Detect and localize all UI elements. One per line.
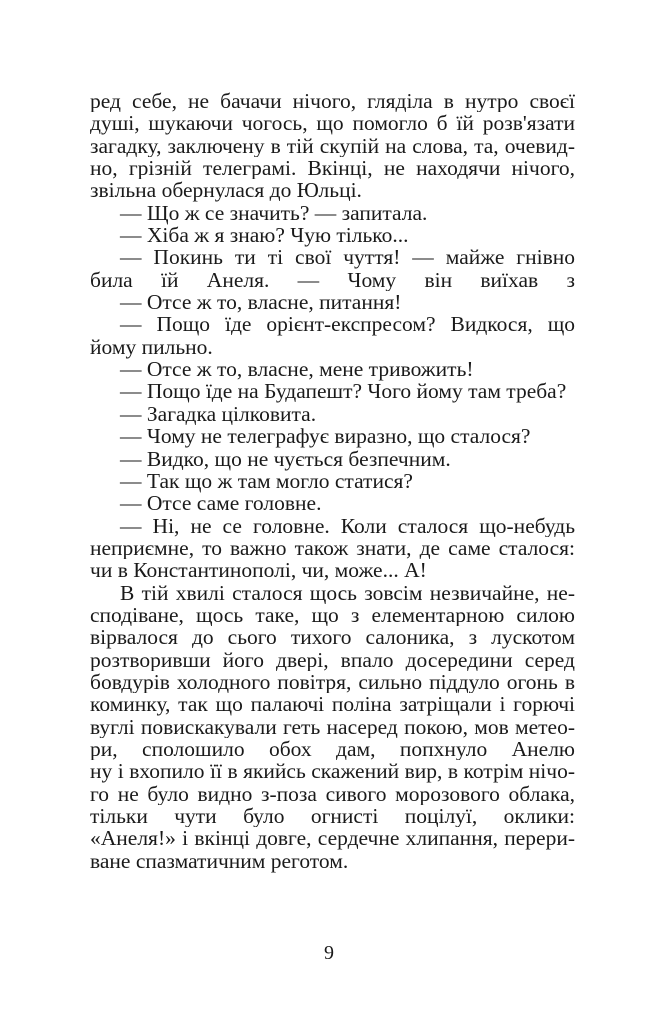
text-line: — Ні, не се головне. Коли сталося що-небудь	[120, 514, 575, 537]
text-line: чи в Константинополі, чи, може... А!	[90, 558, 427, 583]
text-line: бовдурів холодного повітря, сильно піддуло огонь в	[90, 670, 575, 694]
text-line: вірвалося до сього тихого салоника, з лускотом	[90, 626, 575, 649]
text-line: вуглі повискакували геть насеред покою, мов метео-	[90, 715, 575, 738]
text-line: била їй Анеля. — Чому він виїхав з	[90, 268, 575, 292]
text-line: — Пощо їде орієнт-експресом? Видкося, що	[120, 313, 575, 336]
text-line: ри, сполошило обох дам, попхнуло Анелю	[90, 737, 575, 761]
text-line: йому пильно.	[90, 334, 213, 359]
page-number: 9	[324, 942, 334, 964]
text-line: — Покинь ти ті свої чуття! — майже гнівно	[120, 246, 575, 269]
text-line: загадку, заключену в тій скупій на слова, та, очевид-	[90, 134, 575, 158]
text-line: — Пощо їде на Будапешт? Чого йому там треба?	[120, 379, 567, 404]
text-line: звільна обернулася до Юльці.	[90, 178, 362, 203]
text-line: го не було видно з-поза сивого морозового облака,	[90, 782, 575, 805]
page-body-text	[90, 90, 575, 872]
text-line: ване спазматичним реготом.	[90, 848, 349, 873]
text-line: сподіване, щось таке, що з елементарною силою	[90, 603, 575, 627]
text-line: душі, шукаючи чогось, що помогло б їй розв'язати	[90, 112, 575, 135]
text-line: — Чому не телеграфує виразно, що сталося?	[120, 424, 531, 449]
text-line: ред себе, не бачачи нічого, гляділа в нутро своєї	[90, 90, 575, 113]
text-line: розтворивши його двері, впало досередини серед	[90, 648, 575, 671]
text-line: — Що ж се значить? — запитала.	[120, 200, 428, 225]
text-line: коминку, так що палаючі поліна затріщали і горючі	[90, 693, 575, 716]
text-line: но, грізній телеграмі. Вкінці, не находячи нічого,	[90, 157, 575, 180]
text-line: — Видко, що не чується безпечним.	[120, 446, 451, 471]
text-line: «Анеля!» і вкінці довге, сердечне хлипання, перери-	[90, 827, 575, 850]
text-line: — Отсе ж то, власне, мене тривожить!	[120, 357, 474, 382]
text-line: — Так що ж там могло статися?	[120, 468, 413, 493]
text-line: — Загадка цілковита.	[120, 401, 317, 426]
text-line: — Отсе ж то, власне, питання!	[120, 290, 402, 315]
text-line: неприємне, то важно також знати, де саме сталося:	[90, 536, 575, 560]
text-line: тільки чути було огнисті поцілуї, оклики:	[90, 805, 575, 828]
text-line: ну і вхопило її в якийсь скажений вир, в котрім нічо-	[90, 760, 575, 783]
text-line: В тій хвилі сталося щось зовсім незвичайне, не-	[120, 581, 575, 604]
text-line: — Хіба ж я знаю? Чую тілько...	[120, 223, 409, 248]
text-line: — Отсе саме головне.	[120, 491, 322, 516]
